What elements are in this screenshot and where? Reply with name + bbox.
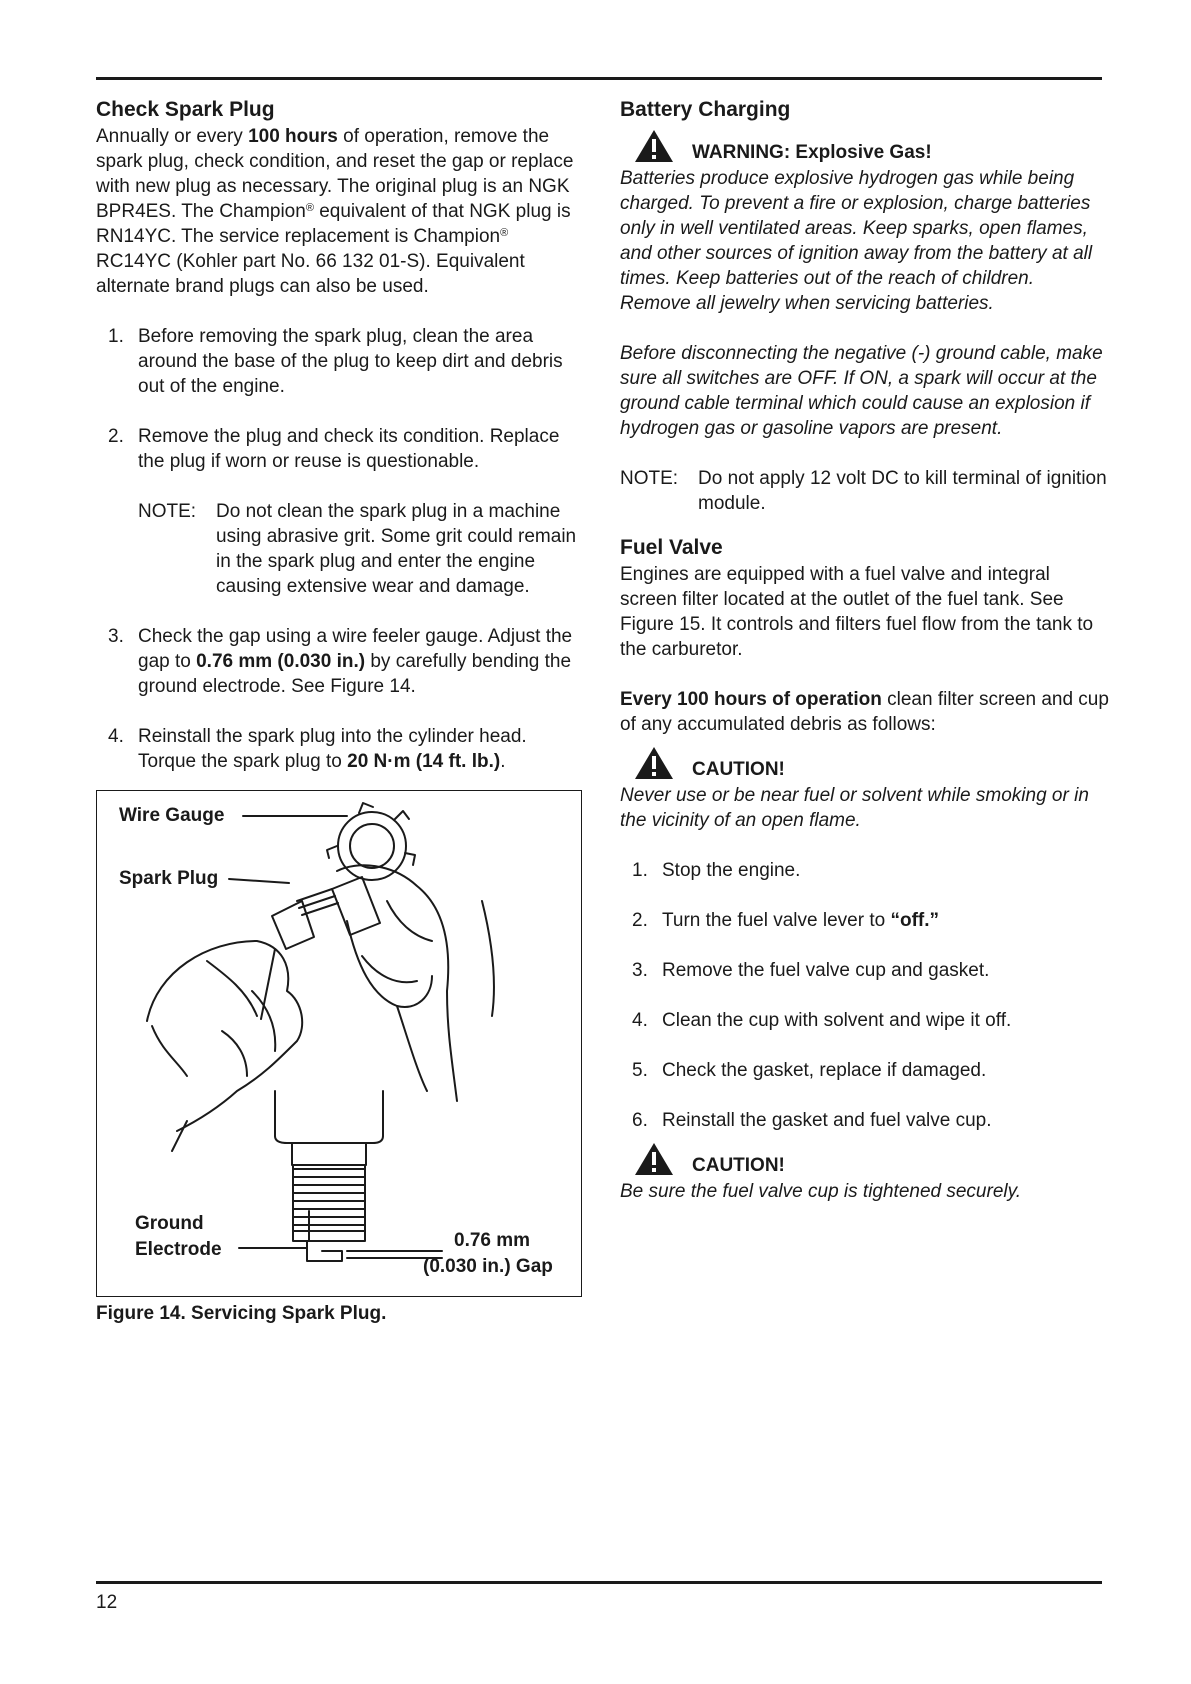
caution-icon <box>633 1141 675 1177</box>
ground-label: Ground <box>135 1213 204 1234</box>
list-item: 4. Clean the cup with solvent and wipe it off. <box>632 1010 1012 1031</box>
spark-plug-label: Spark Plug <box>119 868 219 889</box>
warning-label: WARNING: Explosive Gas! <box>692 142 932 163</box>
left-column <box>96 96 586 1326</box>
page-number: 12 <box>96 1592 118 1613</box>
battery-heading: Battery Charging <box>620 98 791 121</box>
spark-plug-steps <box>96 324 586 774</box>
figure-14 <box>96 790 582 1297</box>
list-item: 4. Reinstall the spark plug into the cylinder head. Torque the spark plug to 20 N·m (14 ft. lb.). <box>108 726 527 772</box>
list-item: 5. Check the gasket, replace if damaged. <box>632 1060 987 1081</box>
figure-caption: Figure 14. Servicing Spark Plug. <box>96 1303 387 1324</box>
gap-mm-label: 0.76 mm <box>454 1230 531 1251</box>
caution-box-2 <box>620 1141 1110 1179</box>
list-item: 1. Stop the engine. <box>632 860 801 881</box>
disconnect-text: Before disconnecting the negative (-) ground cable, make sure all switches are OFF. If ON, a spark will occur at the ground cable terminal which could cause an explosion if hydrogen gas or gasoline vapors are present. <box>620 343 1103 439</box>
every-100-hours: Every 100 hours of operation clean filter screen and cup of any accumulated debris as follows: <box>620 689 1109 735</box>
list-item: 3. Remove the fuel valve cup and gasket. <box>632 960 990 981</box>
electrode-label: Electrode <box>135 1239 222 1260</box>
caution-text-1: Never use or be near fuel or solvent while smoking or in the vicinity of an open flame. <box>620 785 1089 831</box>
warning-text: Batteries produce explosive hydrogen gas while being charged. To prevent a fire or explosion, charge batteries only in well ventilated areas. Keep sparks, open flames, and other sources of ignition away from the battery at all times. Keep batteries out of the reach of children. Remove all jewelry when servicing batteries. <box>620 168 1093 314</box>
list-item: 2. Turn the fuel valve lever to “off.” <box>632 910 940 931</box>
bottom-rule <box>96 1581 1102 1584</box>
battery-note: NOTE: Do not apply 12 volt DC to kill terminal of ignition module. <box>620 468 1107 514</box>
gap-in-label: (0.030 in.) Gap <box>423 1256 553 1277</box>
caution-label-2: CAUTION! <box>692 1155 785 1176</box>
warning-icon <box>633 128 675 164</box>
top-rule <box>96 77 1102 80</box>
warning-box <box>620 128 1110 166</box>
list-item: 6. Reinstall the gasket and fuel valve cup. <box>632 1110 992 1131</box>
fuel-intro: Engines are equipped with a fuel valve and integral screen filter located at the outlet of the fuel tank. See Figure 15. It controls and filters fuel flow from the tank to the carburetor. <box>620 564 1094 660</box>
fuel-valve-heading: Fuel Valve <box>620 536 723 559</box>
caution-text-2: Be sure the fuel valve cup is tightened securely. <box>620 1181 1021 1202</box>
caution-icon <box>633 745 675 781</box>
list-item: 2. Remove the plug and check its condition. Replace the plug if worn or reuse is questionable. <box>108 426 560 472</box>
right-column <box>620 96 1110 1204</box>
wire-gauge-label: Wire Gauge <box>119 805 225 826</box>
caution-label-1: CAUTION! <box>692 759 785 780</box>
spark-plug-note: NOTE: Do not clean the spark plug in a machine using abrasive grit. Some grit could remain in the spark plug and enter the engine causing extensive wear and damage. <box>138 501 577 597</box>
spark-plug-intro: Annually or every 100 hours of operation, remove the spark plug, check condition, and reset the gap or replace with new plug as necessary. The original plug is an NGK BPR4ES. The Champion® equivalent of that NGK plug is RN14YC. The service replacement is Champion® RC14YC (Kohler part No. 66 132 01-S). Equivalent alternate brand plugs can also be used. <box>96 126 574 297</box>
caution-box-1 <box>620 745 1110 783</box>
list-item: 1. Before removing the spark plug, clean the area around the base of the plug to keep dirt and debris out of the engine. <box>108 326 563 397</box>
spark-plug-heading: Check Spark Plug <box>96 98 275 121</box>
list-item: 3. Check the gap using a wire feeler gauge. Adjust the gap to 0.76 mm (0.030 in.) by carefully bending the ground electrode. See Figure 14. <box>108 626 573 697</box>
fuel-valve-steps <box>620 858 1110 1133</box>
